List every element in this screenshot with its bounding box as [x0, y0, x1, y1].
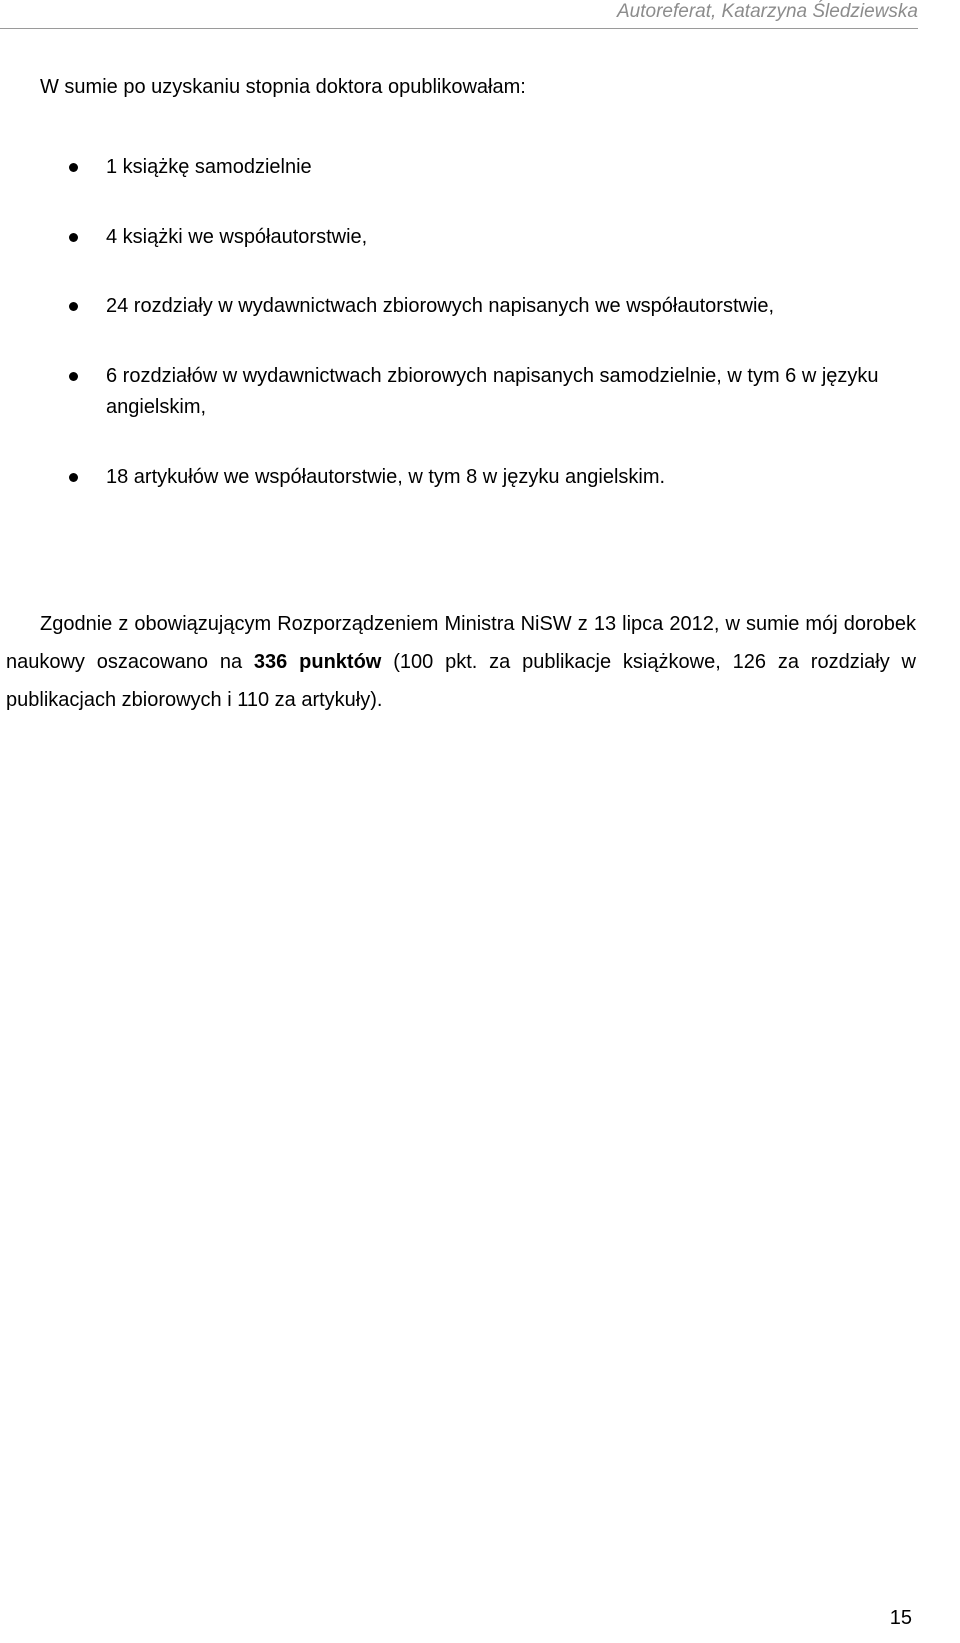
list-item-text: 24 rozdziały w wydawnictwach zbiorowych napisanych we współautorstwie, — [106, 295, 775, 317]
bullet-icon — [69, 372, 78, 381]
page-header — [0, 0, 918, 29]
list-item-text: 4 książki we współautorstwie, — [106, 226, 368, 248]
list-item-text: 1 książkę samodzielnie — [106, 156, 312, 178]
bullet-icon — [69, 163, 78, 172]
list-item-text: 18 artykułów we współautorstwie, w tym 8 w języku angielskim. — [106, 466, 666, 488]
paragraph-text-after: (100 pkt. za publikacje książkowe, 126 za rozdziały w publikacjach zbiorowych i 110 za artykuły). — [6, 651, 916, 711]
intro-line: W sumie po uzyskaniu stopnia doktora opublikowałam: — [40, 76, 526, 98]
points-total: 336 punktów — [253, 651, 382, 673]
paragraph-text-before: Zgodnie z obowiązującym Rozporządzeniem Ministra NiSW z 13 lipca 2012, w sumie mój dorobek naukowy oszacowano na — [6, 613, 916, 673]
bullet-icon — [69, 473, 78, 482]
running-title: Autoreferat, Katarzyna Śledziewska — [617, 1, 918, 22]
page-number: 15 — [889, 1607, 912, 1629]
bullet-icon — [69, 233, 78, 242]
points-summary-paragraph — [6, 605, 916, 719]
bullet-icon — [69, 302, 78, 311]
list-item-text: 6 rozdziałów w wydawnictwach zbiorowych napisanych samodzielnie, w tym 6 w języku angielskim, — [106, 365, 879, 418]
